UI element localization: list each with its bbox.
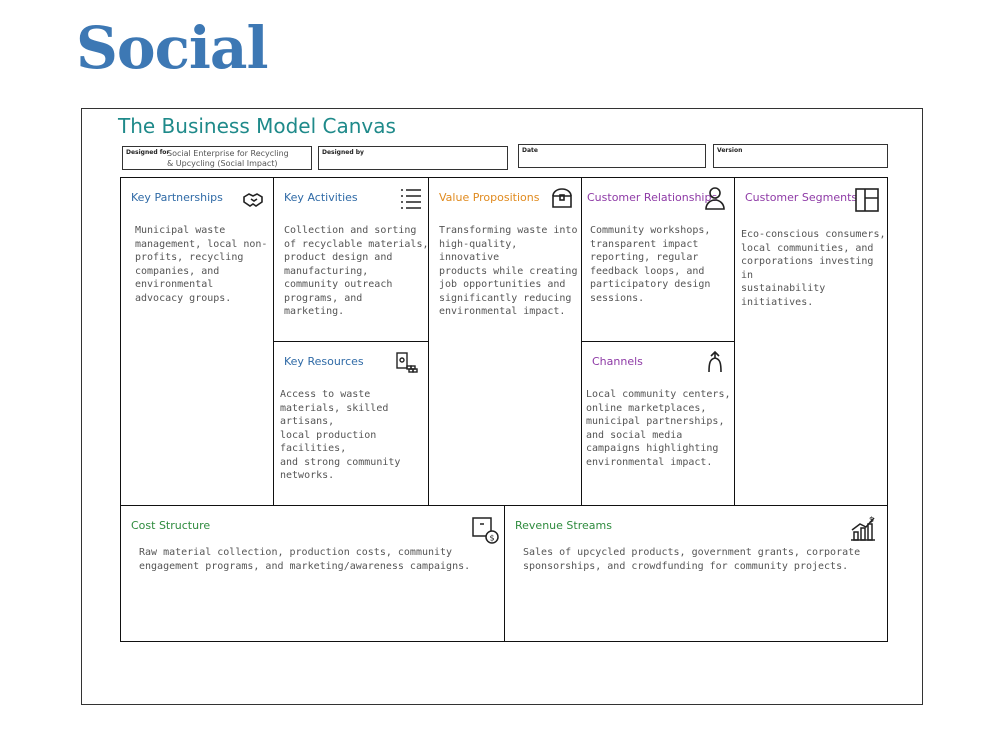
revenue-streams-box [504,505,888,642]
customer-relationships-text: Community workshops, transparent impact reporting, regular feedback loops, and participatory design sessions. [590,225,711,304]
value-propositions-box [428,177,583,507]
channels-title: Channels [592,355,643,368]
key-activities-title: Key Activities [284,191,358,204]
list-icon [399,186,423,210]
customer-segments-box [734,177,888,507]
handshake-icon [242,188,266,212]
revenue-streams-title: Revenue Streams [515,519,612,532]
key-partnerships-text: Municipal waste management, local non- profits, recycling companies, and environmental advocacy groups. [135,225,268,304]
channels-box [581,341,736,507]
customer-relationships-box [581,177,736,343]
designed-for-label: Designed for [126,149,170,156]
canvas-title: The Business Model Canvas [118,114,396,138]
value-propositions-text: Transforming waste into high-quality, innovative products while creating job opportunities and significantly reducing environmental impact. [439,225,578,317]
svg-text:$: $ [489,533,495,543]
key-activities-box [273,177,430,343]
cost-structure-text: Raw material collection, production costs, community engagement programs, and marketing/awareness campaigns. [139,547,471,572]
date-label: Date [522,147,538,154]
channels-text: Local community centers, online marketplaces, municipal partnerships, and social media campaigns highlighting environmental impact. [586,389,731,468]
svg-text:$: $ [869,515,875,524]
revenue-chart-icon [849,514,877,542]
key-partnerships-title: Key Partnerships [131,191,223,204]
cost-structure-title: Cost Structure [131,519,211,532]
person-icon [703,186,727,210]
customer-segments-text: Eco-conscious consumers, local communities, and corporations investing in sustainability initiatives. [741,229,886,308]
treasure-chest-icon [550,186,574,210]
split-arrow-icon [703,350,727,374]
key-activities-text: Collection and sorting of recyclable materials, product design and manufacturing, community outreach programs, and marketing. [284,225,429,317]
brand-title: Social [76,14,268,82]
date-field[interactable] [518,144,706,168]
value-propositions-title: Value Propositions [439,191,540,204]
designed-by-label: Designed by [322,149,364,156]
designed-for-value: Social Enterprise for Recycling & Upcycling (Social Impact) [167,149,289,168]
customer-segments-title: Customer Segments [745,191,858,204]
segments-icon [855,188,879,212]
key-resources-title: Key Resources [284,355,364,368]
key-resources-box [273,341,430,507]
designed-for-field[interactable] [122,146,312,170]
version-field[interactable] [713,144,888,168]
revenue-streams-text: Sales of upcycled products, government grants, corporate sponsorships, and crowdfunding for community projects. [523,547,861,572]
designed-by-field[interactable] [318,146,508,170]
cost-box-icon [471,516,499,544]
key-resources-text: Access to waste materials, skilled artisans, local production facilities, and strong community networks. [280,389,401,481]
customer-relationships-title: Customer Relationships [587,191,718,204]
key-partnerships-box [120,177,275,507]
cost-structure-box [120,505,506,642]
resources-icon [395,350,419,374]
version-label: Version [717,147,743,154]
